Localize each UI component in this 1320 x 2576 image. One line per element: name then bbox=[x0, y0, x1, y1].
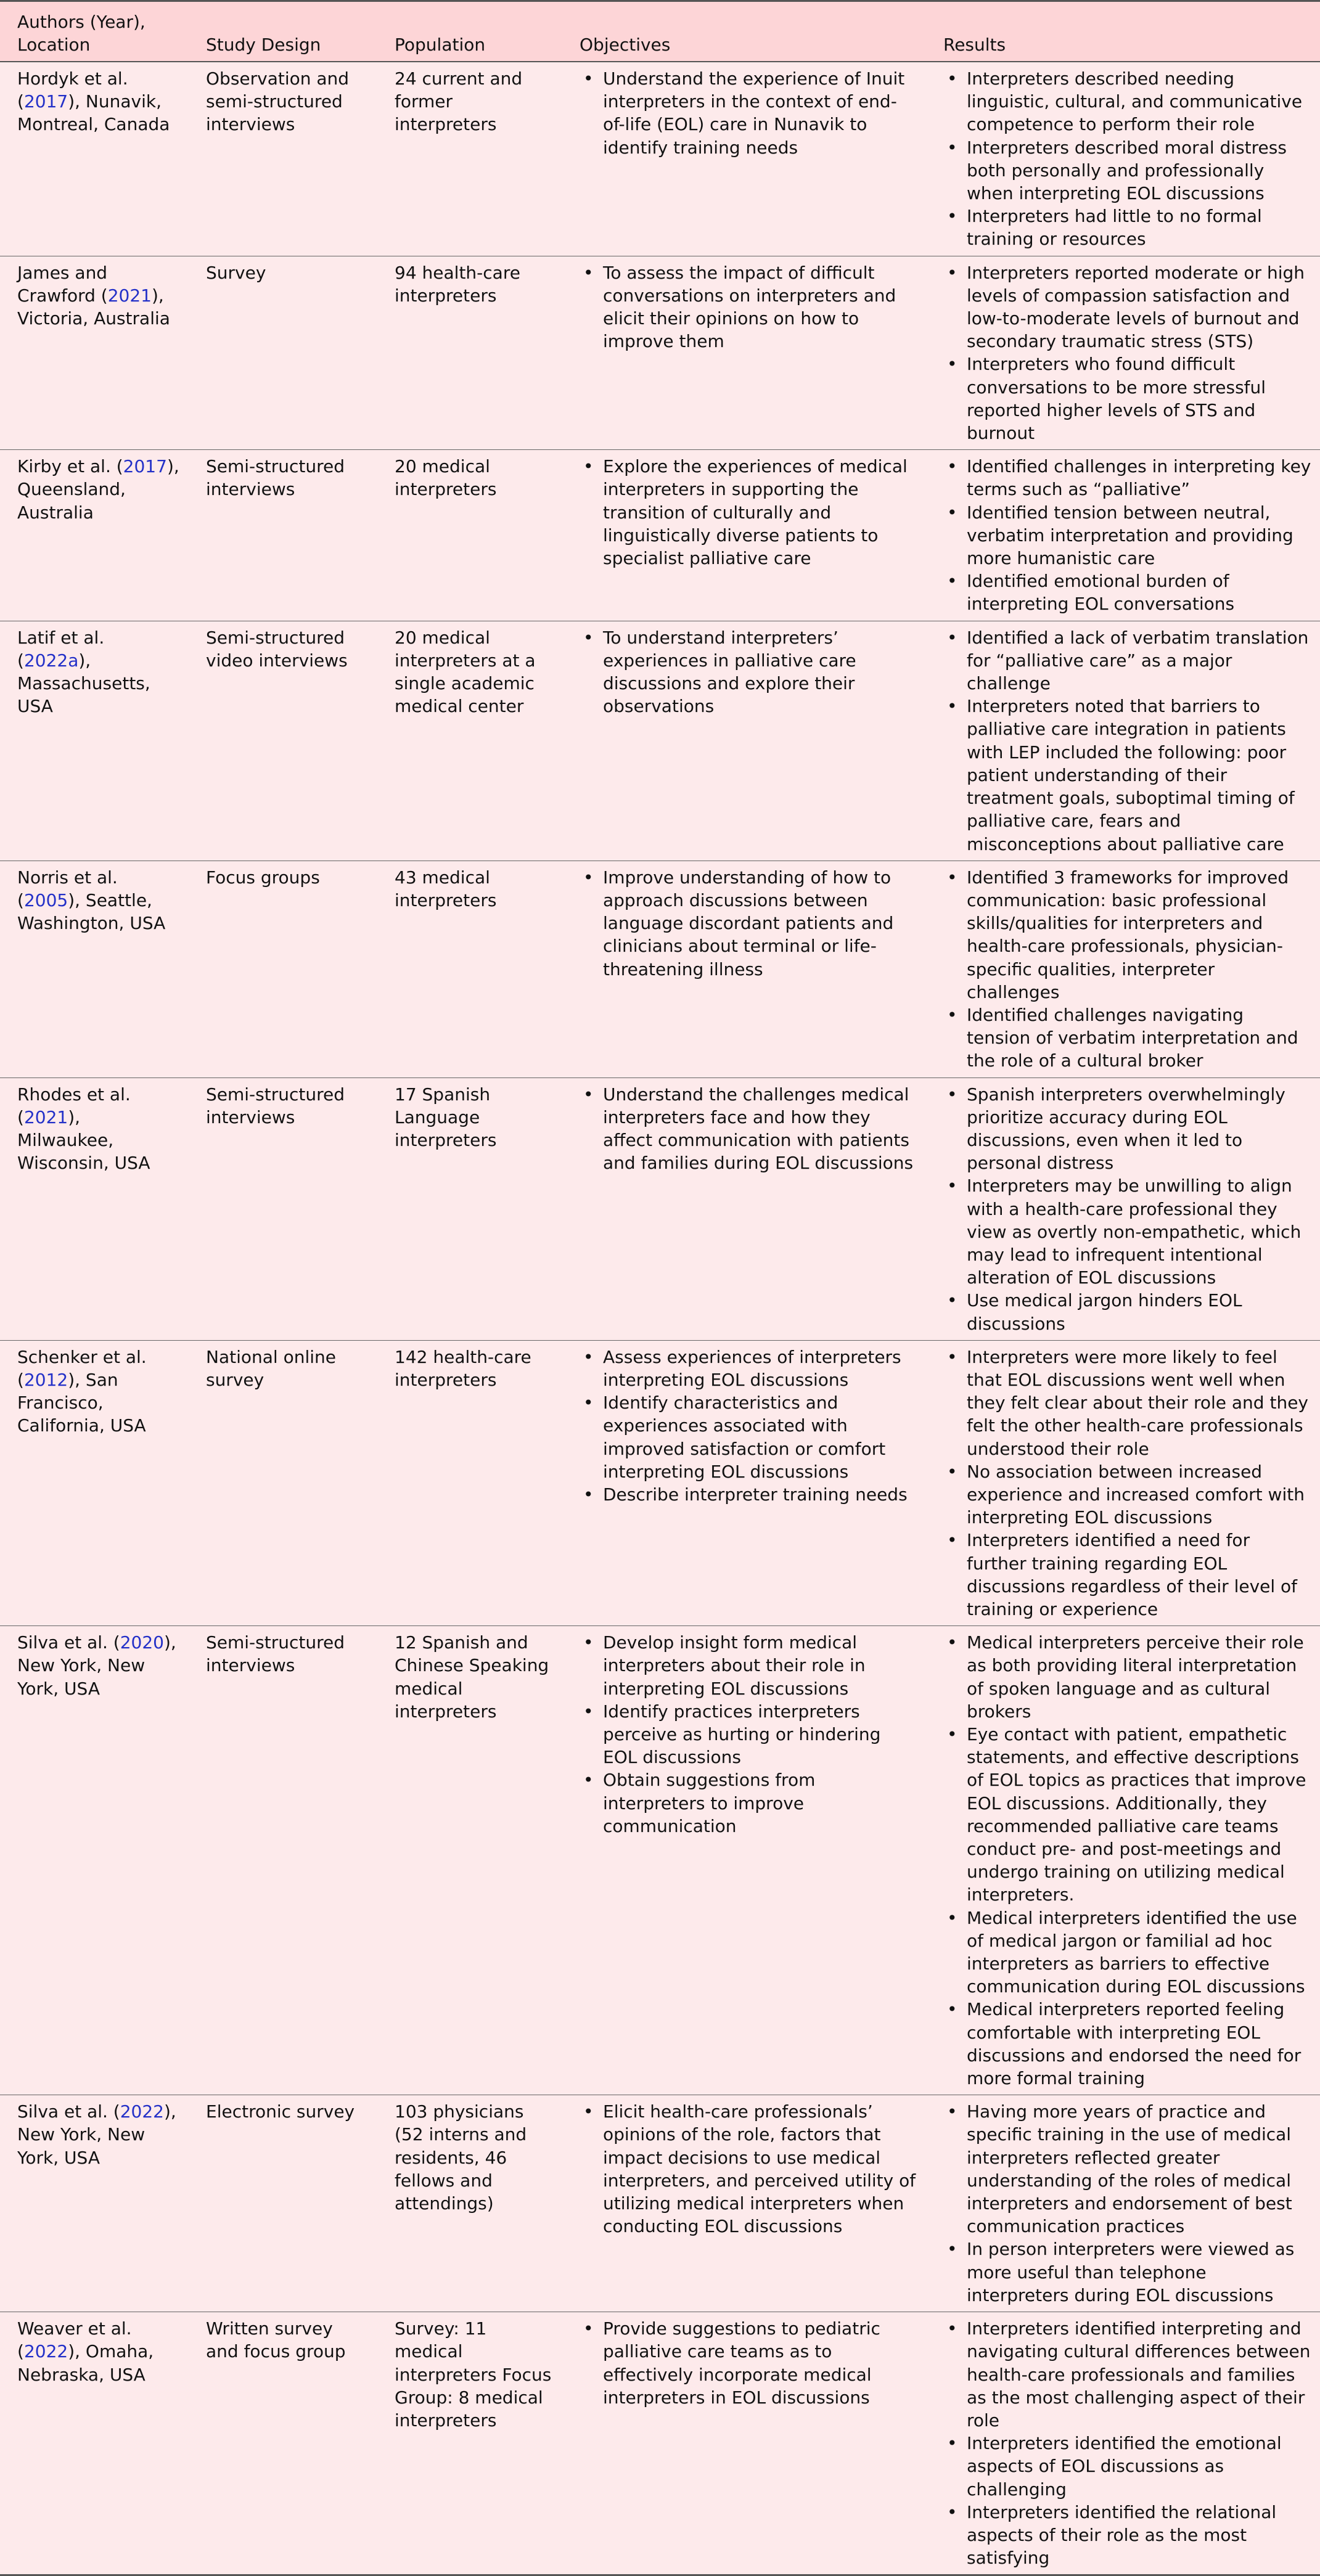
table-row bbox=[0, 1077, 1320, 1340]
result-item: • Medical interpreters identified the use of medical jargon or familial ad hoc interpreters as barriers to effective communication during EOL discussions bbox=[943, 1907, 1313, 1998]
result-item: • Interpreters identified the relational aspects of their role as the most satisfying bbox=[943, 2501, 1313, 2570]
table-row bbox=[0, 2312, 1320, 2575]
author-names: Rhodes et al. ( bbox=[17, 1084, 131, 1127]
cell-objectives bbox=[562, 256, 926, 450]
cell-results bbox=[926, 2312, 1320, 2575]
author-names: Kirby et al. ( bbox=[17, 456, 123, 477]
result-item: • Having more years of practice and specific training in the use of medical interpreters reflected greater understanding of the roles of medical interpreters and endorsement of best communication practices bbox=[943, 2100, 1313, 2238]
citation-year-link[interactable]: 2017 bbox=[23, 91, 68, 112]
objective-item: • Identify characteristics and experiences associated with improved satisfaction or comfort interpreting EOL discussions bbox=[580, 1391, 919, 1483]
cell-population: 94 health-care interpreters bbox=[377, 256, 562, 450]
table-row bbox=[0, 2095, 1320, 2312]
result-item: • Identified a lack of verbatim translation for “palliative care” as a major challenge bbox=[943, 626, 1313, 695]
result-item: • No association between increased experience and increased comfort with interpreting EOL discussions bbox=[943, 1460, 1313, 1529]
cell-authors bbox=[0, 861, 189, 1077]
table-row bbox=[0, 1340, 1320, 1625]
header-authors: Authors (Year), Location bbox=[0, 1, 189, 62]
result-item: • Interpreters described needing linguistic, cultural, and communicative competence to perform their role bbox=[943, 67, 1313, 136]
objective-item: • Develop insight form medical interpreters about their role in interpreting EOL discussions bbox=[580, 1631, 919, 1700]
result-item: • Interpreters who found difficult conversations to be more stressful reported higher levels of STS and burnout bbox=[943, 353, 1313, 444]
cell-objectives bbox=[562, 2312, 926, 2575]
cell-authors bbox=[0, 1340, 189, 1625]
results-list bbox=[943, 1631, 1313, 2090]
table-row bbox=[0, 256, 1320, 450]
result-item: • Interpreters described moral distress both personally and professionally when interpreting EOL discussions bbox=[943, 136, 1313, 205]
result-item: • Identified challenges navigating tension of verbatim interpretation and the role of a cultural broker bbox=[943, 1004, 1313, 1073]
author-names: Norris et al. ( bbox=[17, 867, 118, 910]
cell-objectives bbox=[562, 450, 926, 621]
header-objectives: Objectives bbox=[562, 1, 926, 62]
author-names: Silva et al. ( bbox=[17, 2101, 120, 2122]
result-item: • Medical interpreters perceive their role as both providing literal interpretation of spoken language and as cultural brokers bbox=[943, 1631, 1313, 1723]
citation-year-link[interactable]: 2022 bbox=[120, 2101, 164, 2122]
results-list bbox=[943, 261, 1313, 445]
cell-results bbox=[926, 1626, 1320, 2095]
cell-study-design: Semi-structured interviews bbox=[189, 1626, 377, 2095]
cell-study-design: Semi-structured interviews bbox=[189, 450, 377, 621]
cell-authors bbox=[0, 1077, 189, 1340]
result-item: • Interpreters may be unwilling to align with a health-care professional they view as overtly non-empathetic, which may lead to infrequent intentional alteration of EOL discussions bbox=[943, 1174, 1313, 1289]
objectives-list bbox=[580, 1346, 919, 1506]
cell-objectives bbox=[562, 1340, 926, 1625]
author-location: ), New York, New York, USA bbox=[17, 2101, 176, 2168]
objective-item: • Understand the challenges medical interpreters face and how they affect communication with patients and families during EOL discussions bbox=[580, 1083, 919, 1175]
cell-results bbox=[926, 62, 1320, 256]
author-names: Weaver et al. ( bbox=[17, 2318, 132, 2362]
cell-study-design: Survey bbox=[189, 256, 377, 450]
citation-year-link[interactable]: 2022 bbox=[23, 2341, 68, 2362]
result-item: • Spanish interpreters overwhelmingly prioritize accuracy during EOL discussions, even when it led to personal distress bbox=[943, 1083, 1313, 1175]
cell-objectives bbox=[562, 2095, 926, 2312]
author-location: ), Queensland, Australia bbox=[17, 456, 179, 523]
author-location: ), New York, New York, USA bbox=[17, 1632, 176, 1699]
result-item: • Interpreters identified the emotional aspects of EOL discussions as challenging bbox=[943, 2432, 1313, 2501]
results-list bbox=[943, 455, 1313, 615]
author-location: ), Nunavik, Montreal, Canada bbox=[17, 91, 170, 135]
objectives-list bbox=[580, 455, 919, 570]
cell-results bbox=[926, 450, 1320, 621]
objective-item: • Explore the experiences of medical interpreters in supporting the transition of culturally and linguistically diverse patients to specialist palliative care bbox=[580, 455, 919, 570]
table-row bbox=[0, 450, 1320, 621]
result-item: • Interpreters noted that barriers to palliative care integration in patients with LEP included the following: poor patient understanding of their treatment goals, suboptimal timing of palliative care, fears and misconceptions about palliative care bbox=[943, 695, 1313, 855]
cell-results bbox=[926, 1340, 1320, 1625]
result-item: • Interpreters reported moderate or high levels of compassion satisfaction and low-to-moderate levels of burnout and secondary traumatic stress (STS) bbox=[943, 261, 1313, 353]
cell-results bbox=[926, 621, 1320, 861]
objectives-list bbox=[580, 626, 919, 718]
table-row bbox=[0, 861, 1320, 1077]
objective-item: • Understand the experience of Inuit interpreters in the context of end-of-life (EOL) care in Nunavik to identify training needs bbox=[580, 67, 919, 159]
cell-study-design: Focus groups bbox=[189, 861, 377, 1077]
objective-item: • Assess experiences of interpreters interpreting EOL discussions bbox=[580, 1346, 919, 1391]
results-list bbox=[943, 626, 1313, 856]
cell-study-design: Observation and semi-structured interviews bbox=[189, 62, 377, 256]
table-row bbox=[0, 62, 1320, 256]
objectives-list bbox=[580, 2100, 919, 2238]
cell-authors bbox=[0, 621, 189, 861]
author-location: ), Omaha, Nebraska, USA bbox=[17, 2341, 154, 2385]
cell-objectives bbox=[562, 861, 926, 1077]
cell-authors bbox=[0, 2312, 189, 2575]
citation-year-link[interactable]: 2020 bbox=[120, 1632, 164, 1653]
results-list bbox=[943, 866, 1313, 1073]
author-names: Hordyk et al. ( bbox=[17, 68, 128, 112]
cell-authors bbox=[0, 62, 189, 256]
result-item: • Identified challenges in interpreting key terms such as “palliative” bbox=[943, 455, 1313, 501]
cell-results bbox=[926, 1077, 1320, 1340]
cell-population: 12 Spanish and Chinese Speaking medical interpreters bbox=[377, 1626, 562, 2095]
citation-year-link[interactable]: 2021 bbox=[23, 1106, 68, 1127]
table-row bbox=[0, 621, 1320, 861]
results-list bbox=[943, 1083, 1313, 1335]
objective-item: • Improve understanding of how to approach discussions between language discordant patients and clinicians about terminal or life-threatening illness bbox=[580, 866, 919, 981]
citation-year-link[interactable]: 2022a bbox=[23, 650, 79, 671]
result-item: • Interpreters were more likely to feel that EOL discussions went well when they felt clear about their role and they felt the other health-care professionals understood their role bbox=[943, 1346, 1313, 1460]
header-population: Population bbox=[377, 1, 562, 62]
header-row bbox=[0, 1, 1320, 62]
cell-population: 142 health-care interpreters bbox=[377, 1340, 562, 1625]
cell-study-design: Semi-structured video interviews bbox=[189, 621, 377, 861]
citation-year-link[interactable]: 2012 bbox=[23, 1369, 68, 1390]
cell-objectives bbox=[562, 62, 926, 256]
author-names: James and Crawford ( bbox=[17, 262, 108, 306]
objectives-list bbox=[580, 1083, 919, 1175]
result-item: • Identified emotional burden of interpreting EOL conversations bbox=[943, 570, 1313, 615]
result-item: • Use medical jargon hinders EOL discussions bbox=[943, 1289, 1313, 1335]
header-study-design: Study Design bbox=[189, 1, 377, 62]
citation-year-link[interactable]: 2017 bbox=[123, 456, 167, 477]
author-location: ), Milwaukee, Wisconsin, USA bbox=[17, 1106, 150, 1174]
cell-objectives bbox=[562, 1626, 926, 2095]
citation-year-link[interactable]: 2005 bbox=[23, 889, 68, 910]
result-item: • In person interpreters were viewed as more useful than telephone interpreters during EOL discussions bbox=[943, 2238, 1313, 2307]
cell-results bbox=[926, 861, 1320, 1077]
author-names: Latif et al. ( bbox=[17, 627, 105, 671]
cell-population: Survey: 11 medical interpreters Focus Group: 8 medical interpreters bbox=[377, 2312, 562, 2575]
cell-objectives bbox=[562, 621, 926, 861]
cell-population: 103 physicians (52 interns and residents, 46 fellows and attendings) bbox=[377, 2095, 562, 2312]
author-location: ), Seattle, Washington, USA bbox=[17, 889, 166, 934]
objective-item: • Describe interpreter training needs bbox=[580, 1483, 919, 1506]
table-body bbox=[0, 62, 1320, 2575]
objectives-list bbox=[580, 67, 919, 159]
result-item: • Interpreters had little to no formal training or resources bbox=[943, 205, 1313, 250]
cell-study-design: Written survey and focus group bbox=[189, 2312, 377, 2575]
results-list bbox=[943, 2100, 1313, 2307]
objectives-list bbox=[580, 866, 919, 981]
cell-authors bbox=[0, 1626, 189, 2095]
objective-item: • Identify practices interpreters perceive as hurting or hindering EOL discussions bbox=[580, 1700, 919, 1769]
objective-item: • To assess the impact of difficult conversations on interpreters and elicit their opinions on how to improve them bbox=[580, 261, 919, 353]
result-item: • Eye contact with patient, empathetic statements, and effective descriptions of EOL topics as practices that improve EOL discussions. Additionally, they recommended palliative care teams conduct pre- and post-meetings and undergo training on utilizing medical interpreters. bbox=[943, 1723, 1313, 1907]
result-item: • Identified 3 frameworks for improved communication: basic professional skills/qualities for interpreters and health-care professionals, physician-specific qualities, interpreter challenges bbox=[943, 866, 1313, 1004]
header-results: Results bbox=[926, 1, 1320, 62]
results-list bbox=[943, 1346, 1313, 1621]
citation-year-link[interactable]: 2021 bbox=[107, 285, 152, 306]
cell-authors bbox=[0, 450, 189, 621]
result-item: • Identified tension between neutral, verbatim interpretation and providing more humanistic care bbox=[943, 501, 1313, 570]
cell-population: 43 medical interpreters bbox=[377, 861, 562, 1077]
objective-item: • Elicit health-care professionals’ opinions of the role, factors that impact decisions to use medical interpreters, and perceived utility of utilizing medical interpreters when conducting EOL discussions bbox=[580, 2100, 919, 2238]
results-list bbox=[943, 2317, 1313, 2569]
cell-population: 20 medical interpreters at a single academic medical center bbox=[377, 621, 562, 861]
result-item: • Interpreters identified interpreting and navigating cultural differences between health-care professionals and families as the most challenging aspect of their role bbox=[943, 2317, 1313, 2432]
author-location: ), San Francisco, California, USA bbox=[17, 1369, 146, 1436]
cell-population: 17 Spanish Language interpreters bbox=[377, 1077, 562, 1340]
objective-item: • To understand interpreters’ experiences in palliative care discussions and explore their observations bbox=[580, 626, 919, 718]
author-location: ), Massachusetts, USA bbox=[17, 650, 150, 717]
cell-study-design: Electronic survey bbox=[189, 2095, 377, 2312]
cell-authors bbox=[0, 2095, 189, 2312]
result-item: • Medical interpreters reported feeling comfortable with interpreting EOL discussions and endorsed the need for more formal training bbox=[943, 1998, 1313, 2090]
cell-objectives bbox=[562, 1077, 926, 1340]
objective-item: • Obtain suggestions from interpreters to improve communication bbox=[580, 1768, 919, 1838]
author-location: ), Victoria, Australia bbox=[17, 285, 170, 329]
cell-population: 24 current and former interpreters bbox=[377, 62, 562, 256]
cell-population: 20 medical interpreters bbox=[377, 450, 562, 621]
objectives-list bbox=[580, 1631, 919, 1838]
cell-study-design: Semi-structured interviews bbox=[189, 1077, 377, 1340]
author-names: Silva et al. ( bbox=[17, 1632, 120, 1653]
results-list bbox=[943, 67, 1313, 251]
cell-authors bbox=[0, 256, 189, 450]
cell-results bbox=[926, 2095, 1320, 2312]
result-item: • Interpreters identified a need for further training regarding EOL discussions regardless of their level of training or experience bbox=[943, 1529, 1313, 1621]
objectives-list bbox=[580, 2317, 919, 2409]
cell-study-design: National online survey bbox=[189, 1340, 377, 1625]
author-names: Schenker et al. ( bbox=[17, 1346, 147, 1390]
table-row bbox=[0, 1626, 1320, 2095]
objectives-list bbox=[580, 261, 919, 353]
objective-item: • Provide suggestions to pediatric palliative care teams as to effectively incorporate medical interpreters in EOL discussions bbox=[580, 2317, 919, 2409]
cell-results bbox=[926, 256, 1320, 450]
